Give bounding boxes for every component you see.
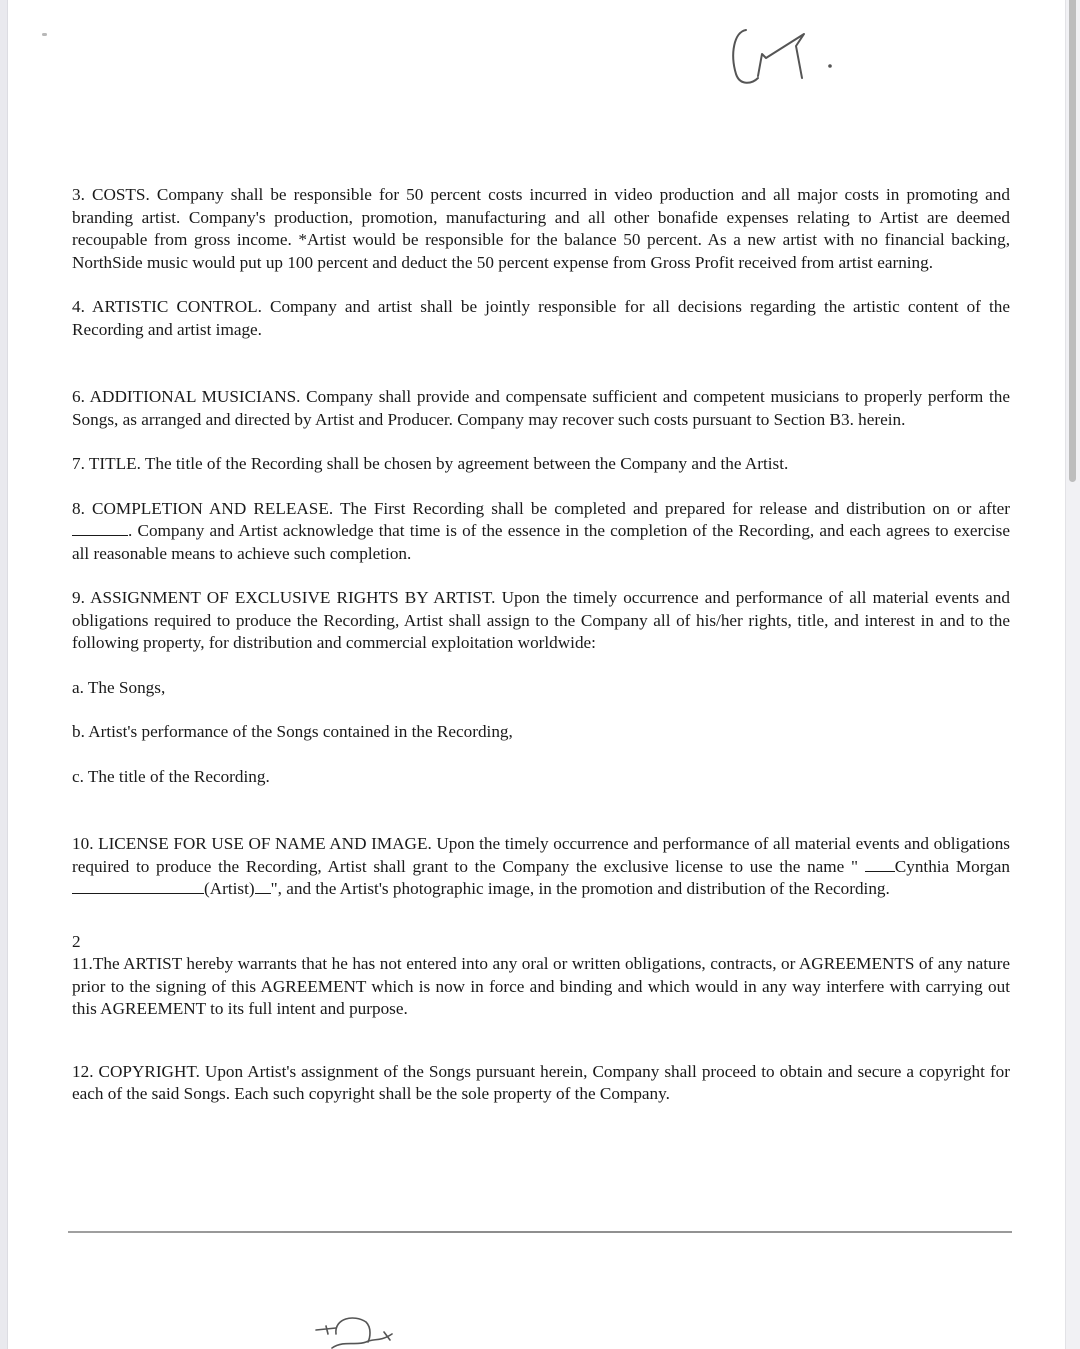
section-10-tail: ", and the Artist's photographic image, in the promotion and distribution of the Recording. bbox=[270, 879, 890, 898]
scrollbar-track[interactable] bbox=[1065, 0, 1080, 1349]
artist-label: (Artist) bbox=[204, 879, 255, 898]
section-7-title: 7. TITLE. The title of the Recording shall be chosen by agreement between the Company and the Artist. bbox=[72, 454, 789, 473]
section-10-lead: 10. LICENSE FOR USE OF NAME AND IMAGE. Upon the timely occurrence and performance of all material events and obligations required to produce the Recording, Artist shall grant to the Company the exclusive license to use the name " bbox=[72, 834, 1010, 876]
name-blank-2 bbox=[72, 879, 204, 894]
section-4-artistic-control: 4. ARTISTIC CONTROL. Company and artist shall be jointly responsible for all decisions regarding the artistic content of the Recording and artist image. bbox=[72, 297, 1010, 339]
scan-speck bbox=[42, 33, 47, 36]
section-8-text-a: 8. COMPLETION AND RELEASE. The First Recording shall be completed and prepared for release and distribution on or after bbox=[72, 498, 1010, 518]
section-10-license bbox=[72, 833, 1010, 901]
section-9-assignment: 9. ASSIGNMENT OF EXCLUSIVE RIGHTS BY ARTIST. Upon the timely occurrence and performance of all material events and obligations required to produce the Recording, Artist shall assign to the Company all of his/her rights, title, and interest in and to the following property, for distribution and commercial exploitation worldwide: bbox=[72, 588, 1010, 652]
scrollbar-thumb[interactable] bbox=[1069, 0, 1076, 482]
assignment-item-a: a. The Songs, bbox=[72, 677, 166, 697]
signature-icon bbox=[310, 1312, 400, 1349]
assignment-item-b: b. Artist's performance of the Songs contained in the Recording, bbox=[72, 722, 513, 741]
artist-name: Cynthia Morgan bbox=[894, 856, 1011, 876]
name-blank-3 bbox=[255, 879, 271, 894]
release-date-blank bbox=[72, 521, 128, 536]
contract-page bbox=[72, 184, 1010, 1106]
section-11-warranty: 11.The ARTIST hereby warrants that he has not entered into any oral or written obligations, contracts, or AGREEMENTS of any nature prior to the signing of this AGREEMENT which is now in force and binding and which would in any way interfere with carrying out this AGREEMENT to its full intent and purpose. bbox=[72, 954, 1010, 1018]
section-8-completion-release bbox=[72, 498, 1010, 566]
section-6-additional-musicians: 6. ADDITIONAL MUSICIANS. Company shall provide and compensate sufficient and competent musicians to properly perform the Songs, as arranged and directed by Artist and Producer. Company may recover such costs pursuant to Section B3. herein. bbox=[72, 387, 1010, 429]
left-window-edge bbox=[0, 0, 8, 1349]
name-blank-1 bbox=[865, 857, 895, 872]
page-number: 2 bbox=[72, 931, 81, 951]
section-8-text-b: . Company and Artist acknowledge that time is of the essence in the completion of the Recording, and each agrees to exercise all reasonable means to achieve such completion. bbox=[72, 521, 1010, 563]
horizontal-rule bbox=[68, 1231, 1012, 1233]
assignment-item-c: c. The title of the Recording. bbox=[72, 766, 270, 786]
section-3-costs: 3. COSTS. Company shall be responsible for 50 percent costs incurred in video production and all major costs in promoting and branding artist. Company's production, promotion, manufacturing and all other bonafide expenses relating to Artist are deemed recoupable from gross income. *Artist would be responsible for the balance 50 percent. As a new artist with no financial backing, NorthSide music would put up 100 percent and deduct the 50 percent expense from Gross Profit received from artist earning. bbox=[72, 185, 1010, 272]
section-12-copyright: 12. COPYRIGHT. Upon Artist's assignment of the Songs pursuant herein, Company shall proceed to obtain and secure a copyright for each of the said Songs. Each such copyright shall be the sole property of the Company. bbox=[72, 1061, 1010, 1103]
handwritten-initials-icon bbox=[726, 24, 846, 94]
